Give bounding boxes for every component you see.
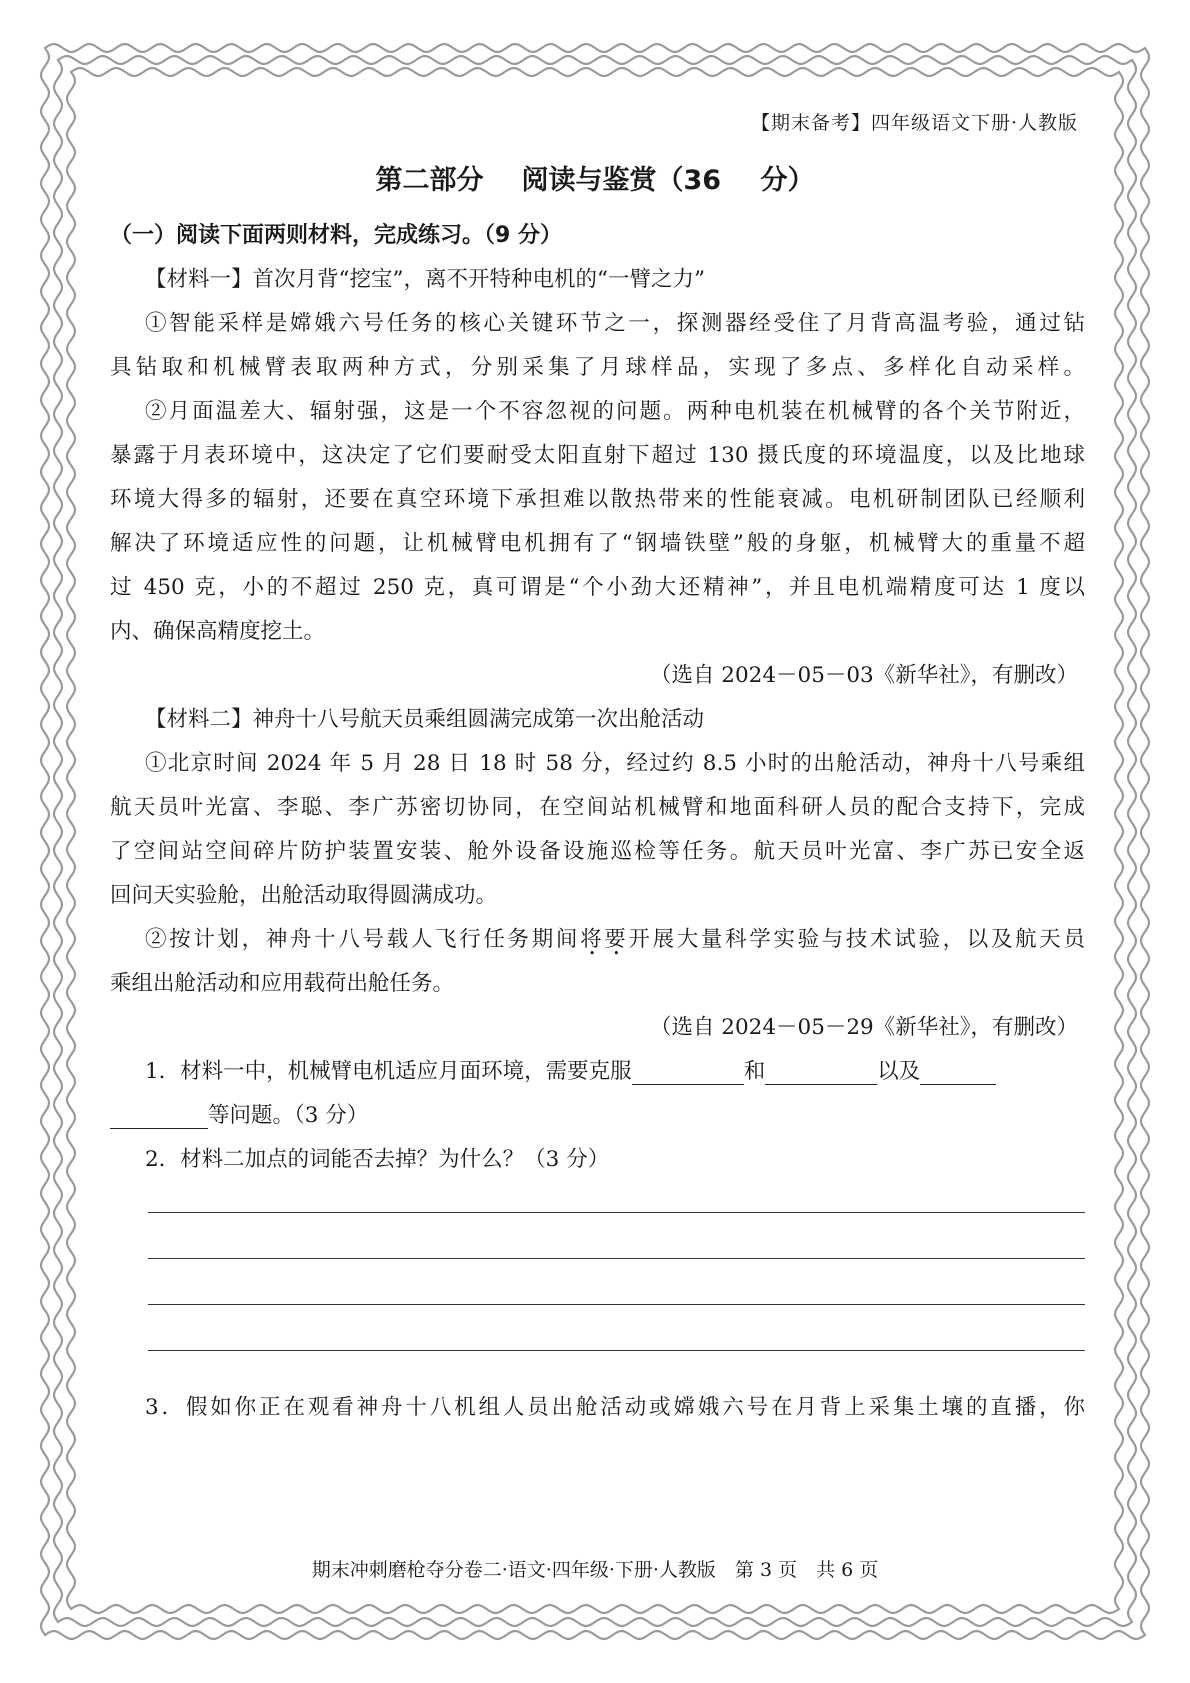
- section-heading: （一）阅读下面两则材料，完成练习。（9 分）: [110, 223, 562, 248]
- material2-source: （选自 2024－05－29《新华社》，有删改）: [649, 1015, 1078, 1040]
- material1-line: ①智能采样是嫦娥六号任务的核心关键环节之一，探测器经受住了月背高温考验，通过钻: [145, 311, 1085, 336]
- answer-blank-3-cont[interactable]: [110, 1104, 208, 1129]
- question-1-text: 以及: [877, 1059, 921, 1084]
- page-header: 【期末备考】四年级语文下册·人教版: [750, 112, 1078, 134]
- material2-line: 回问天实验舱，出舱活动取得圆满成功。: [110, 883, 498, 908]
- part-name: 阅读与鉴赏（36 分）: [521, 165, 815, 196]
- material1-line: 内、确保高精度挖土。: [110, 619, 326, 644]
- question-1-text: 等问题。（3 分）: [208, 1103, 369, 1128]
- material1-source: （选自 2024－05－03《新华社》，有删改）: [649, 663, 1078, 688]
- material2-line: ①北京时间 2024 年 5 月 28 日 18 时 58 分，经过约 8.5 小时的出舱活动，神舟十八号乘组: [145, 751, 1085, 776]
- answer-blank-2[interactable]: [765, 1060, 877, 1085]
- material2-heading: 【材料二】神舟十八号航天员乘组圆满完成第一次出舱活动: [145, 707, 705, 732]
- material1-heading: 【材料一】首次月背“挖宝”，离不开特种电机的“一臂之力”: [145, 267, 705, 292]
- question-2: 2．材料二加点的词能否去掉？为什么？（3 分）: [145, 1147, 610, 1172]
- material2-text: 开展大量科学实验与技术试验，以及航天员: [628, 927, 1085, 952]
- material1-line: 过 450 克，小的不超过 250 克，真可谓是“个小劲大还精神”，并且电机端精度可达 1 度以: [110, 575, 1085, 600]
- part-title: [0, 158, 1190, 197]
- answer-line[interactable]: [148, 1304, 1085, 1305]
- material1-line: 解决了环境适应性的问题，让机械臂电机拥有了“钢墙铁壁”般的身躯，机械臂大的重量不超: [110, 531, 1085, 556]
- answer-line[interactable]: [148, 1350, 1085, 1351]
- material2-line: 乘组出舱活动和应用载荷出舱任务。: [110, 971, 455, 996]
- question-3: 3．假如你正在观看神舟十八机组人员出舱活动或嫦娥六号在月背上采集土壤的直播，你: [145, 1395, 1085, 1420]
- answer-line[interactable]: [148, 1212, 1085, 1213]
- page-footer: 期末冲刺磨枪夺分卷二·语文·四年级·下册·人教版 第 3 页 共 6 页: [311, 1559, 879, 1581]
- part-number: 第二部分: [375, 165, 484, 196]
- material1-line: 环境大得多的辐射，还要在真空环境下承担难以散热带来的性能衰减。电机研制团队已经顺利: [110, 487, 1085, 512]
- dotted-word-char: 将: [580, 927, 605, 952]
- question-1: [145, 1054, 1085, 1085]
- question-1-text: 1．材料一中，机械臂电机适应月面环境，需要克服: [145, 1059, 632, 1084]
- material1-line: ②月面温差大、辐射强，这是一个不容忽视的问题。两种电机装在机械臂的各个关节附近，: [145, 399, 1085, 424]
- material1-line: 具钻取和机械臂表取两种方式，分别采集了月球样品，实现了多点、多样化自动采样。: [110, 355, 1085, 380]
- material2-line-dotted: [145, 922, 1085, 953]
- answer-line[interactable]: [148, 1258, 1085, 1259]
- material1-line: 暴露于月表环境中，这决定了它们要耐受太阳直射下超过 130 摄氏度的环境温度，以及比地球: [110, 443, 1085, 468]
- answer-blank-3[interactable]: [920, 1060, 996, 1085]
- material2-text: ②按计划，神舟十八号载人飞行任务期间: [145, 927, 581, 952]
- dotted-word-char: 要: [604, 927, 629, 952]
- material2-line: 航天员叶光富、李聪、李广苏密切协同，在空间站机械臂和地面科研人员的配合支持下，完成: [110, 795, 1085, 820]
- question-1-text: 和: [743, 1059, 766, 1084]
- answer-blank-1[interactable]: [632, 1060, 744, 1085]
- question-1-cont: [110, 1098, 1085, 1129]
- material2-line: 了空间站空间碎片防护装置安装、舱外设备设施巡检等任务。航天员叶光富、李广苏已安全返: [110, 839, 1085, 864]
